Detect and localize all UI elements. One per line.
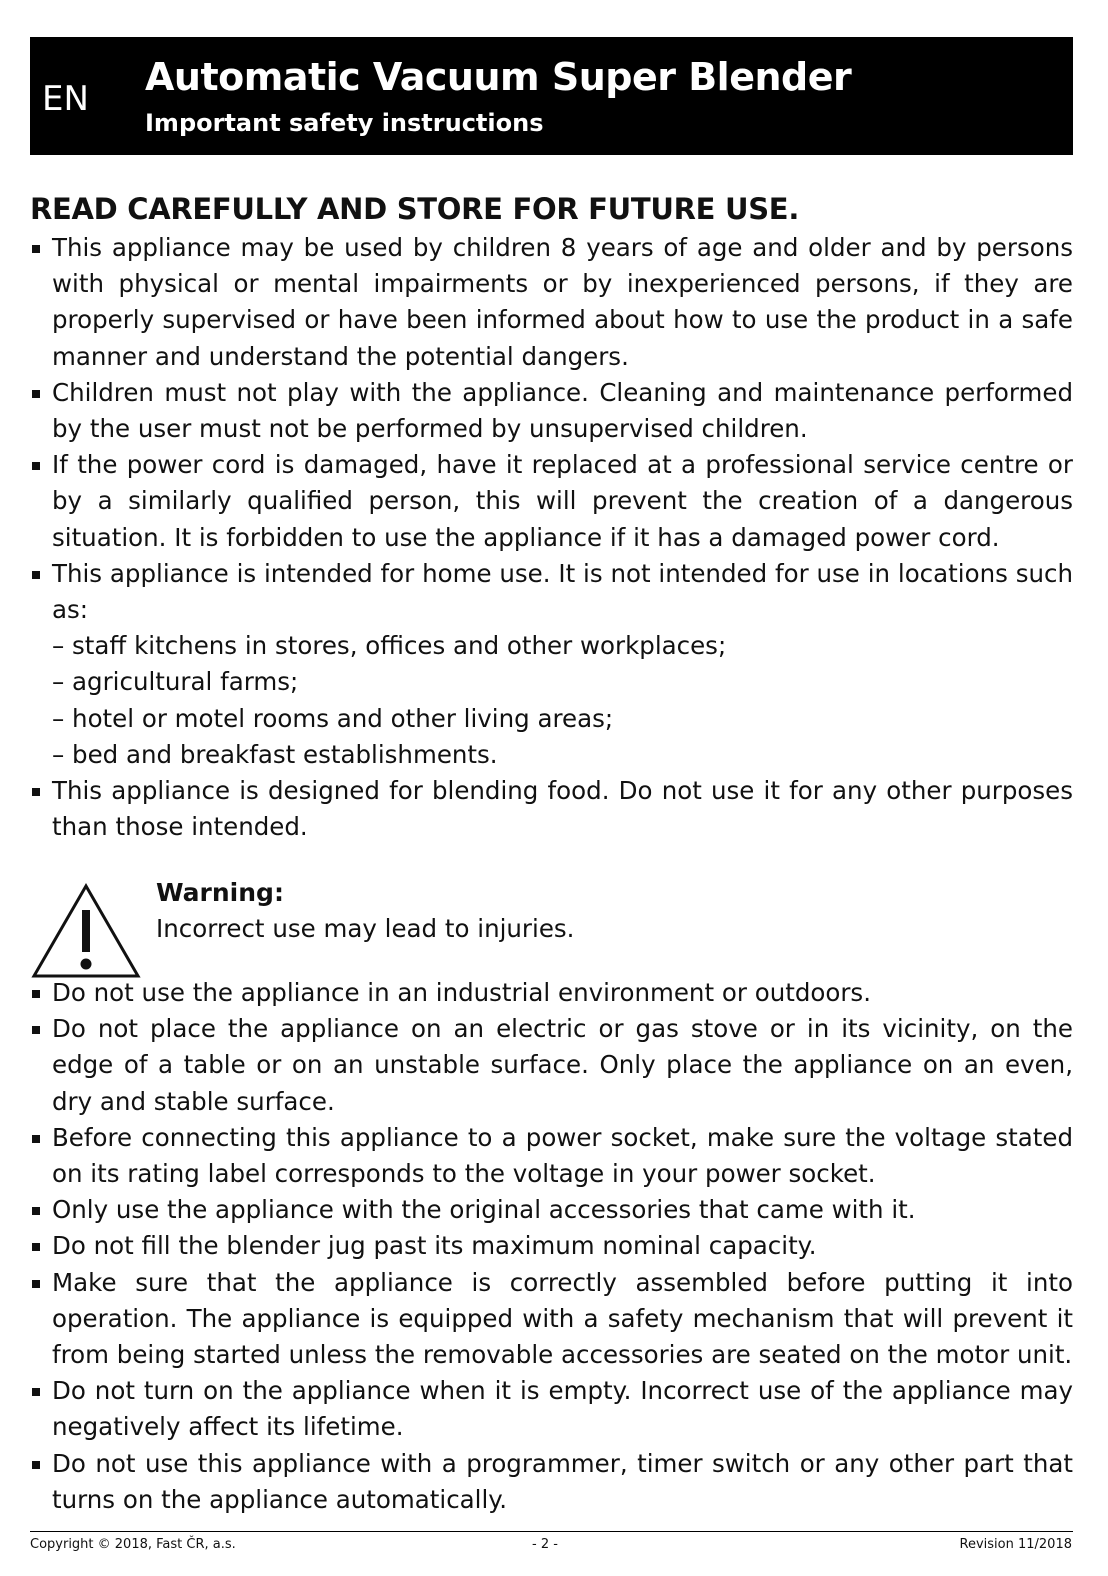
bullet-icon xyxy=(32,1243,40,1251)
document-subtitle: Important safety instructions xyxy=(145,109,544,137)
warning-block xyxy=(30,880,930,980)
sub-list-item: – hotel or motel rooms and other living areas; xyxy=(52,703,614,733)
bullet-icon xyxy=(32,571,40,579)
bullet-icon xyxy=(32,245,40,253)
bullet-icon xyxy=(32,1026,40,1034)
sub-list-item: – bed and breakfast establishments. xyxy=(52,739,498,769)
footer-copyright: Copyright © 2018, Fast ČR, a.s. xyxy=(30,1537,236,1552)
list-item: If the power cord is damaged, have it replaced at a professional service centre or by a similarly qualified person, this will prevent the creation of a dangerous situation. It is forbidden to use the appliance if it has a damaged power cord. xyxy=(30,447,1073,556)
list-item: Do not fill the blender jug past its maximum nominal capacity. xyxy=(30,1228,1073,1264)
header-banner xyxy=(30,37,1073,155)
bullet-icon xyxy=(32,1135,40,1143)
bullet-icon xyxy=(32,1461,40,1469)
list-item: This appliance is intended for home use. It is not intended for use in locations such as: xyxy=(30,556,1073,628)
bullet-icon xyxy=(32,1388,40,1396)
language-code: EN xyxy=(42,79,89,119)
list-item: Do not turn on the appliance when it is empty. Incorrect use of the appliance may negatively affect its lifetime. xyxy=(30,1373,1073,1445)
list-item: Only use the appliance with the original accessories that came with it. xyxy=(30,1192,1073,1228)
bullet-icon xyxy=(32,990,40,998)
bullet-icon xyxy=(32,788,40,796)
warning-text: Incorrect use may lead to injuries. xyxy=(156,914,575,943)
list-item: Do not use the appliance in an industrial environment or outdoors. xyxy=(30,975,1073,1011)
warning-triangle-icon xyxy=(30,882,142,980)
list-item: Make sure that the appliance is correctly assembled before putting it into operation. The appliance is equipped with a safety mechanism that will prevent it from being started unless the removable accessories are seated on the motor unit. xyxy=(30,1265,1073,1374)
list-item: Do not place the appliance on an electric or gas stove or in its vicinity, on the edge of a table or on an unstable surface. Only place the appliance on an even, dry and stable surface. xyxy=(30,1011,1073,1120)
sub-list-item: – agricultural farms; xyxy=(52,667,299,697)
sub-list-item: – staff kitchens in stores, offices and other workplaces; xyxy=(52,631,727,661)
safety-list-2 xyxy=(30,975,1073,1518)
footer-revision: Revision 11/2018 xyxy=(959,1537,1072,1552)
page-number: - 2 - xyxy=(532,1537,558,1552)
safety-list-1 xyxy=(30,230,1073,845)
main-heading: READ CAREFULLY AND STORE FOR FUTURE USE. xyxy=(30,192,800,226)
bullet-icon xyxy=(32,390,40,398)
list-item: Children must not play with the appliance. Cleaning and maintenance performed by the user must not be performed by unsupervised children. xyxy=(30,375,1073,447)
footer-divider xyxy=(30,1531,1073,1532)
list-item: This appliance may be used by children 8 years of age and older and by persons with physical or mental impairments or by inexperienced persons, if they are properly supervised or have been informed about how to use the product in a safe manner and understand the potential dangers. xyxy=(30,230,1073,375)
document-title: Automatic Vacuum Super Blender xyxy=(145,55,852,99)
list-item: Before connecting this appliance to a power socket, make sure the voltage stated on its rating label corresponds to the voltage in your power socket. xyxy=(30,1120,1073,1192)
bullet-icon xyxy=(32,1280,40,1288)
warning-title: Warning: xyxy=(156,878,284,907)
list-item: Do not use this appliance with a programmer, timer switch or any other part that turns on the appliance automatically. xyxy=(30,1446,1073,1518)
bullet-icon xyxy=(32,462,40,470)
list-item: This appliance is designed for blending food. Do not use it for any other purposes than those intended. xyxy=(30,773,1073,845)
bullet-icon xyxy=(32,1207,40,1215)
